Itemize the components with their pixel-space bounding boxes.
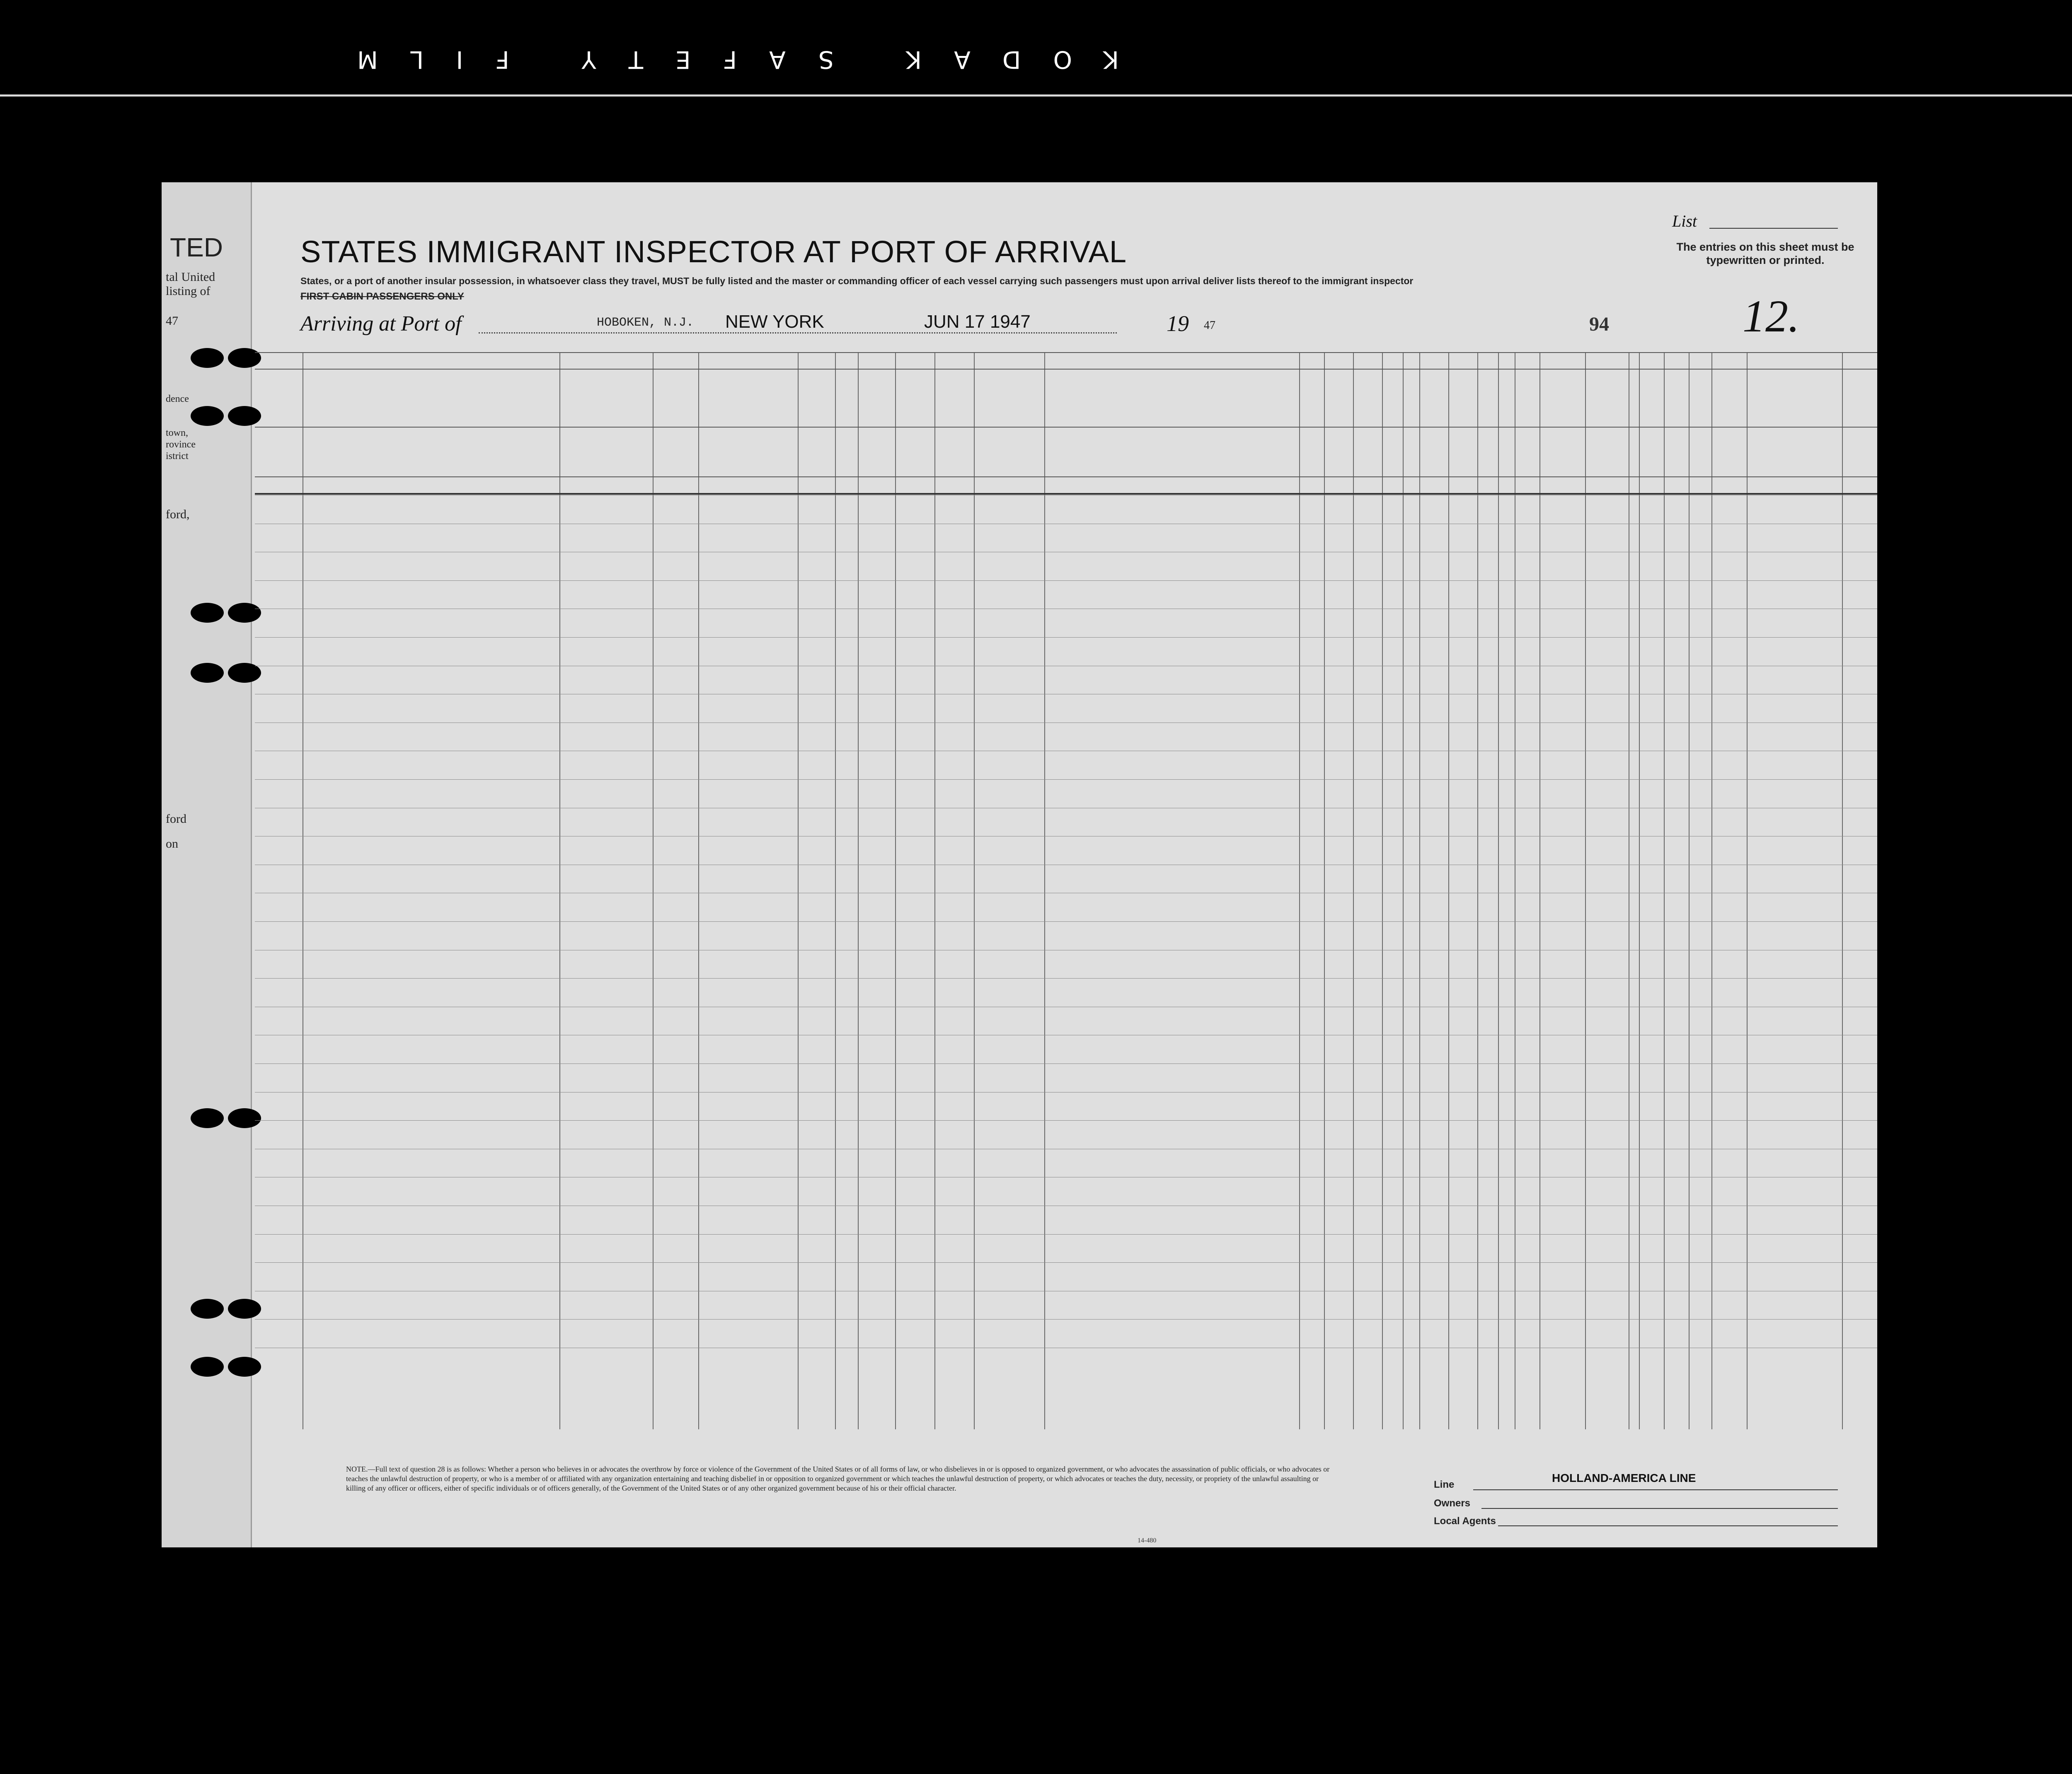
- line-value: HOLLAND-AMERICA LINE: [1552, 1472, 1696, 1484]
- left-fragment: 47: [166, 314, 178, 328]
- row-rule: [255, 580, 1877, 581]
- column-rule: [895, 352, 896, 1429]
- column-rule: [1498, 352, 1499, 1429]
- left-fragment: rovince: [166, 439, 196, 450]
- film-edge-text: KODAK SAFETY FILM: [325, 46, 1119, 74]
- row-rule: [255, 1262, 1877, 1263]
- column-rule: [559, 352, 560, 1429]
- column-rule: [1539, 352, 1540, 1429]
- question-28-note: NOTE.—Full text of question 28 is as follows: Whether a person who believes in or advocates the overthrow by force or violence of the Government of the United States or of all forms of law, or who disbelieves in or is opposed to organized government, or who advocates the assassination of public officials, or who advocates or teaches the unlawful destruction of property, or who is a member of or affiliated with any organization entertaining and teaching disbelief in or opposition to organized government or which teaches the unlawful destruction of property, or which advocates or teaches the duty, necessity, or propriety of the unlawful assaulting or killing of any officer or officers, either of specific individuals or of officers generally, of the Government of the United States or of any other organized government because of his or their official character.: [346, 1465, 1330, 1492]
- column-rule: [1044, 352, 1045, 1429]
- column-rule: [1639, 352, 1640, 1429]
- column-rule: [1382, 352, 1383, 1429]
- column-rule: [1403, 352, 1404, 1429]
- left-fragment: ford: [166, 812, 186, 826]
- header-rule: [255, 476, 1877, 477]
- left-fragment: town,: [166, 428, 188, 438]
- row-rule: [255, 1120, 1877, 1121]
- left-fragment: dence: [166, 394, 189, 404]
- port-name: NEW YORK: [725, 312, 824, 332]
- column-rule: [1299, 352, 1300, 1429]
- row-rule: [255, 921, 1877, 922]
- line-underline: [1473, 1489, 1838, 1490]
- left-fragment: tal United: [166, 270, 215, 284]
- column-rule: [1711, 352, 1712, 1429]
- binding-hole: [191, 1108, 224, 1128]
- column-rule: [934, 352, 935, 1429]
- header-rule: [255, 369, 1877, 370]
- column-rule: [858, 352, 859, 1429]
- binding-hole: [191, 348, 224, 368]
- column-rule: [698, 352, 699, 1429]
- row-rule: [255, 978, 1877, 979]
- column-rule: [1585, 352, 1586, 1429]
- arrival-date: JUN 17 1947: [924, 312, 1031, 332]
- agents-underline: [1498, 1525, 1838, 1526]
- column-rule: [1324, 352, 1325, 1429]
- list-number: 94: [1589, 313, 1609, 335]
- sheet-number: 12.: [1743, 291, 1800, 341]
- column-rule: [974, 352, 975, 1429]
- column-rule: [1747, 352, 1748, 1429]
- left-fragment: TED: [170, 232, 223, 262]
- column-rule: [1419, 352, 1420, 1429]
- first-cabin-label: FIRST CABIN PASSENGERS ONLY: [300, 291, 464, 302]
- column-rule: [835, 352, 836, 1429]
- line-label: Line: [1434, 1479, 1455, 1490]
- row-rule: [255, 637, 1877, 638]
- header-rule: [255, 352, 1877, 353]
- left-fragment: ford,: [166, 508, 190, 521]
- list-note: The entries on this sheet must be typewritten or printed.: [1676, 241, 1854, 266]
- owners-label: Owners: [1434, 1498, 1471, 1509]
- header-subtitle: States, or a port of another insular possession, in whatsoever class they travel, MUST be fully listed and the master or commanding officer of each vessel carrying such passengers must upon arrival deliver lists thereof to the immigrant inspector: [300, 276, 1414, 286]
- header-rule: [255, 427, 1877, 428]
- arriving-label: Arriving at Port of: [300, 312, 462, 336]
- column-rule: [798, 352, 799, 1429]
- column-rule: [1448, 352, 1449, 1429]
- column-rule: [1353, 352, 1354, 1429]
- film-edge-line: [0, 94, 2072, 97]
- row-rule: [255, 1063, 1877, 1064]
- left-page-fragment: [162, 182, 252, 1547]
- column-rule: [1664, 352, 1665, 1429]
- left-fragment: on: [166, 837, 178, 851]
- column-rule: [1689, 352, 1690, 1429]
- manifest-sheet: [162, 182, 1877, 1547]
- column-rule: [653, 352, 654, 1429]
- binding-hole: [191, 663, 224, 683]
- arriving-dots: [479, 332, 1117, 334]
- manifest-page: [255, 182, 1877, 1547]
- form-number: 14-480: [1138, 1537, 1157, 1544]
- page-footer: [255, 1433, 1877, 1547]
- left-fragment: listing of: [166, 284, 211, 298]
- year-prefix: 19: [1167, 311, 1189, 336]
- binding-hole: [191, 406, 224, 426]
- list-line: [1709, 228, 1838, 229]
- port-stamp: HOBOKEN, N.J.: [597, 316, 694, 330]
- row-rule: [255, 1234, 1877, 1235]
- agents-label: Local Agents: [1434, 1515, 1496, 1527]
- binding-hole: [191, 1299, 224, 1319]
- row-rule: [255, 1319, 1877, 1320]
- header-rule: [255, 493, 1877, 495]
- list-label: List: [1672, 212, 1697, 230]
- manifest-table: [255, 352, 1877, 1429]
- column-rule: [1477, 352, 1478, 1429]
- binding-hole: [191, 603, 224, 623]
- binding-hole: [191, 1357, 224, 1377]
- page-title: STATES IMMIGRANT INSPECTOR AT PORT OF ARRIVAL: [300, 234, 1127, 269]
- left-fragment: istrict: [166, 451, 189, 462]
- row-rule: [255, 779, 1877, 780]
- year-suffix: 47: [1204, 319, 1215, 332]
- owners-underline: [1481, 1508, 1838, 1509]
- column-rule: [1842, 352, 1843, 1429]
